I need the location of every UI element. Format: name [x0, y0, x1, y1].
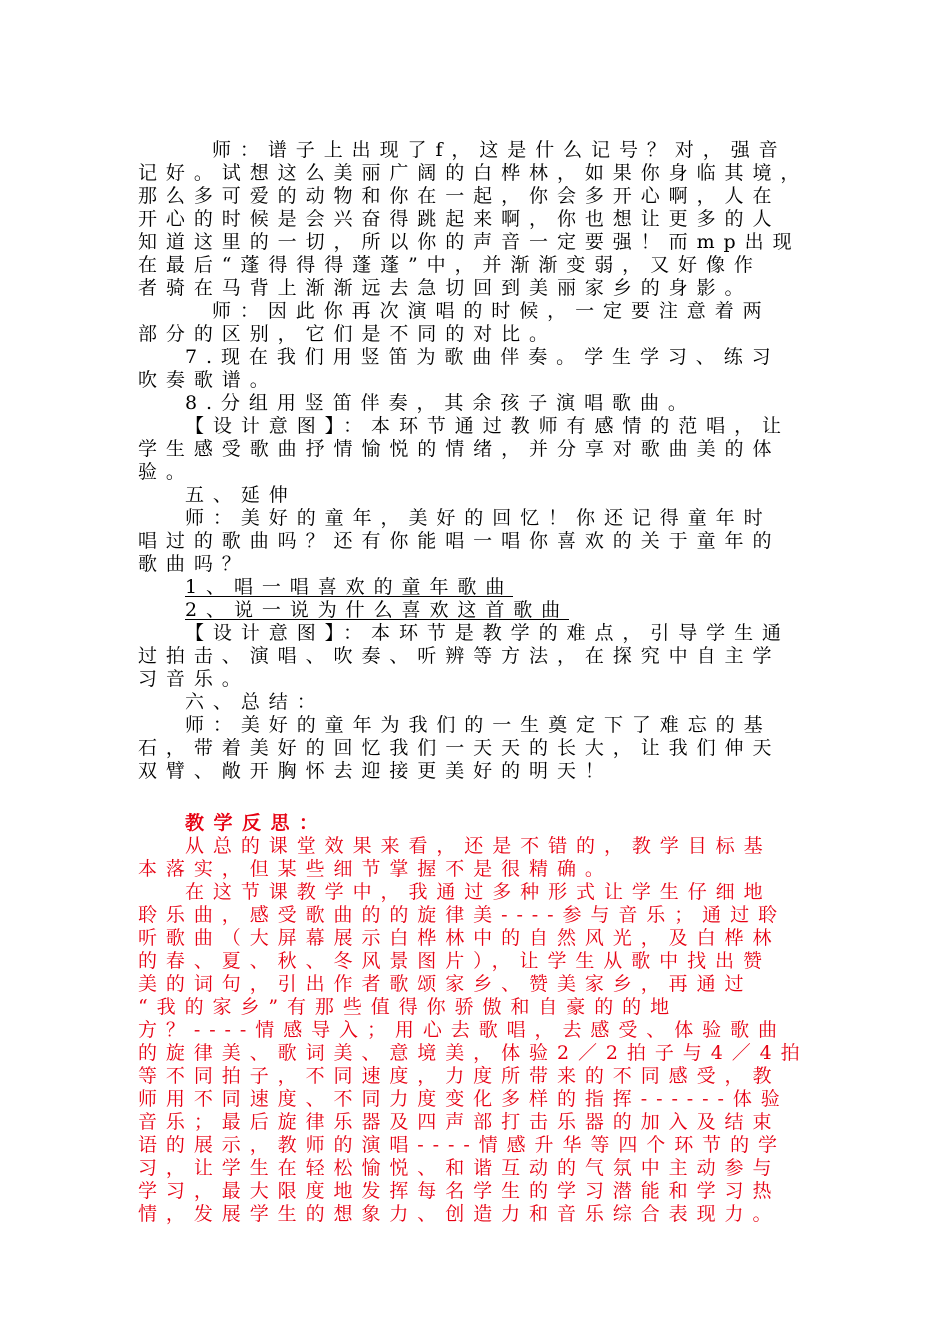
paragraph-line: 师：美好的童年，美好的回忆！你还记得童年时	[185, 507, 772, 529]
reflection-line: 聆乐曲，感受歌曲的的旋律美----参与音乐；通过聆	[138, 904, 786, 926]
paragraph-line: 知道这里的一切，所以你的声音一定要强！而mp出现	[138, 231, 801, 253]
paragraph-line: 师：因此你再次演唱的时候，一定要注意着两	[212, 300, 771, 322]
section-heading: 六、总结：	[185, 691, 325, 713]
paragraph-line: 在最后“蓬得得得蓬蓬”中，并渐渐变弱，又好像作	[138, 254, 762, 276]
paragraph-line: 那么多可爱的动物和你在一起，你会多开心啊，人在	[138, 185, 781, 207]
reflection-title: 教学反思：	[185, 812, 328, 834]
paragraph-line: 唱过的歌曲吗？还有你能唱一唱你喜欢的关于童年的	[138, 530, 781, 552]
reflection-line: 本落实，但某些细节掌握不是很精确。	[138, 858, 613, 880]
paragraph-line: 石，带着美好的回忆我们一天天的长大，让我们伸天	[138, 737, 781, 759]
reflection-line: 等不同拍子，不同速度，力度所带来的不同感受，教	[138, 1065, 781, 1087]
reflection-line: 的旋律美、歌词美、意境美，体验2／2拍子与4／4拍	[138, 1042, 809, 1064]
reflection-line: 在这节课教学中，我通过多种形式让学生仔细地	[185, 881, 772, 903]
step-item: 7.现在我们用竖笛为歌曲伴奏。学生学习、练习	[185, 346, 780, 368]
reflection-line: “我的家乡”有那些值得你骄傲和自豪的的地	[138, 996, 679, 1018]
paragraph-line: 吹奏歌谱。	[138, 369, 278, 391]
paragraph-line: 师：谱子上出现了f，这是什么记号？对，强音	[212, 139, 787, 161]
paragraph-line: 验。	[138, 461, 194, 483]
step-item: 8.分组用竖笛伴奏，其余孩子演唱歌曲。	[185, 392, 696, 414]
paragraph-line: 者骑在马背上渐渐远去急切回到美丽家乡的身影。	[138, 277, 753, 299]
paragraph-line: 过拍击、演唱、吹奏、听辨等方法，在探究中自主学	[138, 645, 781, 667]
reflection-line: 方？----情感导入；用心去歌唱，去感受、体验歌曲	[138, 1019, 786, 1041]
paragraph-line: 记好。试想这么美丽广阔的白桦林，如果你身临其境，	[138, 162, 809, 184]
paragraph-line: 双臂、敞开胸怀去迎接更美好的明天！	[138, 760, 613, 782]
design-intent-line: 【设计意图】：本环节通过教师有感情的范唱，让	[185, 415, 790, 437]
activity-item: 1、唱一唱喜欢的童年歌曲	[185, 576, 514, 598]
reflection-line: 情，发展学生的想象力、创造力和音乐综合表现力。	[138, 1203, 781, 1225]
design-intent-line: 【设计意图】：本环节是教学的难点，引导学生通	[185, 622, 790, 644]
reflection-line: 音乐；最后旋律乐器及四声部打击乐器的加入及结束	[138, 1111, 781, 1133]
activity-item: 2、说一说为什么喜欢这首歌曲	[185, 599, 570, 621]
reflection-line: 语的展示，教师的演唱----情感升华等四个环节的学	[138, 1134, 786, 1156]
reflection-line: 师用不同速度、不同力度变化多样的指挥------体验	[138, 1088, 789, 1110]
paragraph-line: 学生感受歌曲抒情愉悦的情绪，并分享对歌曲美的体	[138, 438, 781, 460]
reflection-line: 习，让学生在轻松愉悦、和谐互动的气氛中主动参与	[138, 1157, 781, 1179]
paragraph-line: 部分的区别，它们是不同的对比。	[138, 323, 557, 345]
reflection-line: 的春、夏、秋、冬风景图片），让学生从歌中找出赞	[138, 950, 771, 972]
reflection-line: 美的词句，引出作者歌颂家乡、赞美家乡，再通过	[138, 973, 753, 995]
reflection-line: 听歌曲（大屏幕展示白桦林中的自然风光，及白桦林	[138, 927, 781, 949]
paragraph-line: 师：美好的童年为我们的一生奠定下了难忘的基	[185, 714, 772, 736]
reflection-line: 从总的课堂效果来看，还是不错的，教学目标基	[185, 835, 772, 857]
paragraph-line: 习音乐。	[138, 668, 250, 690]
paragraph-line: 开心的时候是会兴奋得跳起来啊，你也想让更多的人	[138, 208, 781, 230]
section-heading: 五、延伸	[185, 484, 297, 506]
paragraph-line: 歌曲吗？	[138, 553, 250, 575]
reflection-line: 学习，最大限度地发挥每名学生的学习潜能和学习热	[138, 1180, 781, 1202]
